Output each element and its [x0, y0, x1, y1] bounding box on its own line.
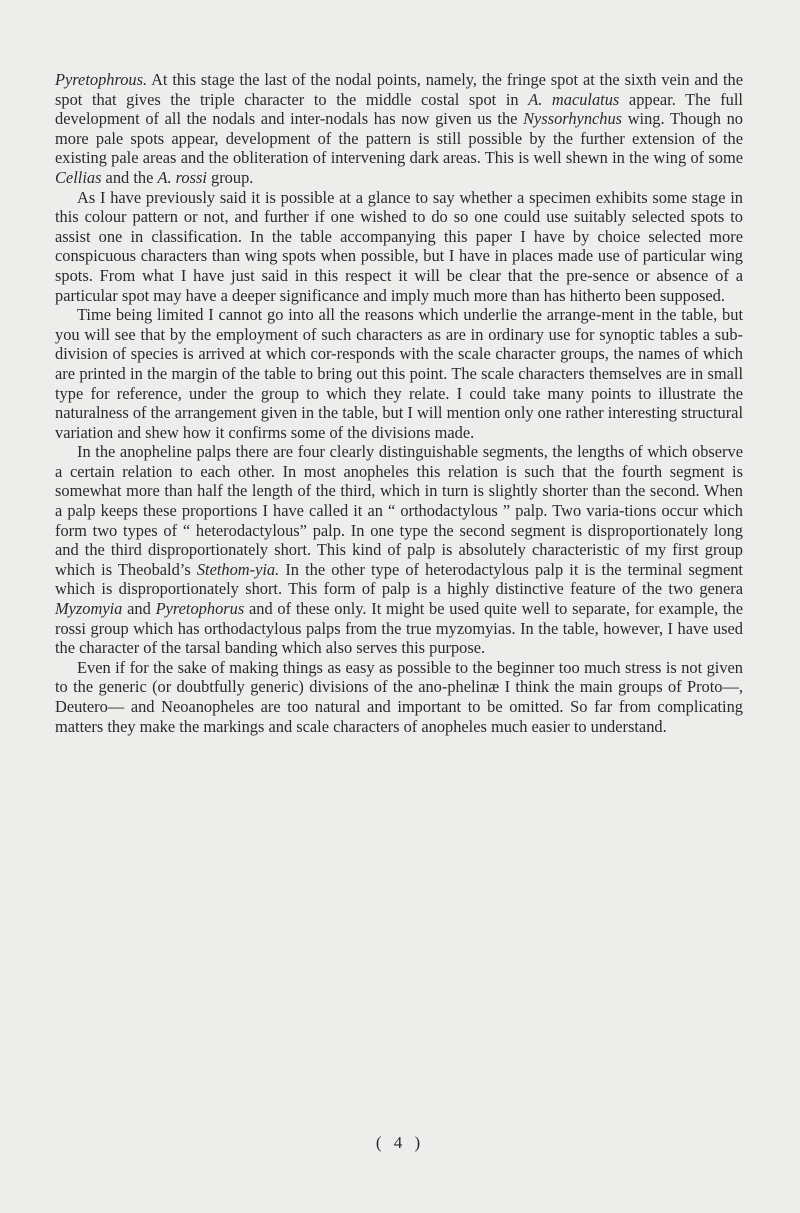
- text-run: and: [122, 599, 156, 619]
- text-run: As I have previously said it is possible at a glance to say whether a specimen exhibits some stage in this colour pattern or not, and further if one wished to do so one could use suitably selected spots to assist one in classification. In the table accompanying this paper I have by choice selected more conspicuous characters than wing spots when possible, but I have in places made use of particular wing spots. From what I have just said in this respect it will be clear that the pre-sence or absence of a particular spot may have a deeper significance and imply much more than has hitherto been supposed.: [55, 187, 743, 305]
- italic-text: Cellias: [55, 167, 102, 187]
- italic-text: A. maculatus: [528, 89, 620, 109]
- paragraph: [55, 658, 743, 736]
- page-number: ( 4 ): [375, 1133, 425, 1152]
- text-run: In the anopheline palps there are four clearly distinguishable segments, the lengths of which observe a certain relation to each other. In most anopheles this relation is such that the fourth segment is somewhat more than half the length of the third, which in turn is slightly shorter than the second. When a palp keeps these proportions I have called it an “ orthodactylous ” palp. Two varia-tions occur which form two types of “ heterodactylous” palp. In one type the second segment is disproportionately long and the third disproportionately short. This kind of palp is absolutely characteristic of my first group which is Theobald’s: [55, 442, 743, 579]
- italic-text: Pyretophorus: [155, 599, 245, 619]
- paragraph: [55, 188, 743, 306]
- paragraph: [55, 442, 743, 658]
- paragraph: [55, 70, 743, 188]
- body-text: [55, 70, 743, 736]
- italic-text: Nyssorhynchus: [523, 109, 623, 129]
- text-run: appear. The full development of all the nodals and inter-nodals has now given us the: [55, 89, 743, 129]
- text-run: At this stage the last of the nodal points, namely, the fringe spot at the sixth vein and the spot that gives the triple character to the middle costal spot in: [55, 70, 743, 109]
- text-run: and of these only. It might be used quite well to separate, for example, the rossi group which has orthodactylous palps from the true myzomyias. In the table, however, I have used the character of the tarsal banding which also serves this purpose.: [55, 599, 743, 658]
- paragraph: [55, 305, 743, 442]
- text-run: In the other type of heterodactylous palp it is the terminal segment which is disproportionately short. This form of palp is a highly distinctive feature of the two genera: [55, 559, 743, 599]
- italic-text: A. rossi: [157, 167, 207, 187]
- text-run: Even if for the sake of making things as easy as possible to the beginner too much stress is not given to the generic (or doubtfully generic) divisions of the ano-phelinæ I think the main groups of Proto—, Deutero— and Neoanopheles are too natural and important to be omitted. So far from complicating matters they make the markings and scale characters of anopheles much easier to understand.: [55, 657, 743, 736]
- text-run: group.: [206, 167, 254, 187]
- text-run: wing. Though no more pale spots appear, development of the pattern is still possible by the further extension of the existing pale areas and the obliteration of intervening dark areas. This is well shewn in the wing of some: [55, 109, 743, 168]
- italic-text: Pyretophrous.: [55, 70, 148, 89]
- italic-text: Stethom-yia.: [196, 559, 280, 579]
- italic-text: Myzomyia: [55, 599, 123, 619]
- text-run: and the: [101, 167, 158, 187]
- text-run: Time being limited I cannot go into all the reasons which underlie the arrange-ment in the table, but you will see that by the employment of such characters as are in ordinary use for synoptic tables a sub-division of species is arrived at which cor-responds with the scale character groups, the names of which are printed in the margin of the table to bring out this point. The scale characters themselves are in small type for reference, under the group to which they relate. I could take many points to illustrate the naturalness of the arrangement given in the table, but I will mention only one rather interesting structural variation and shew how it confirms some of the divisions made.: [55, 305, 743, 442]
